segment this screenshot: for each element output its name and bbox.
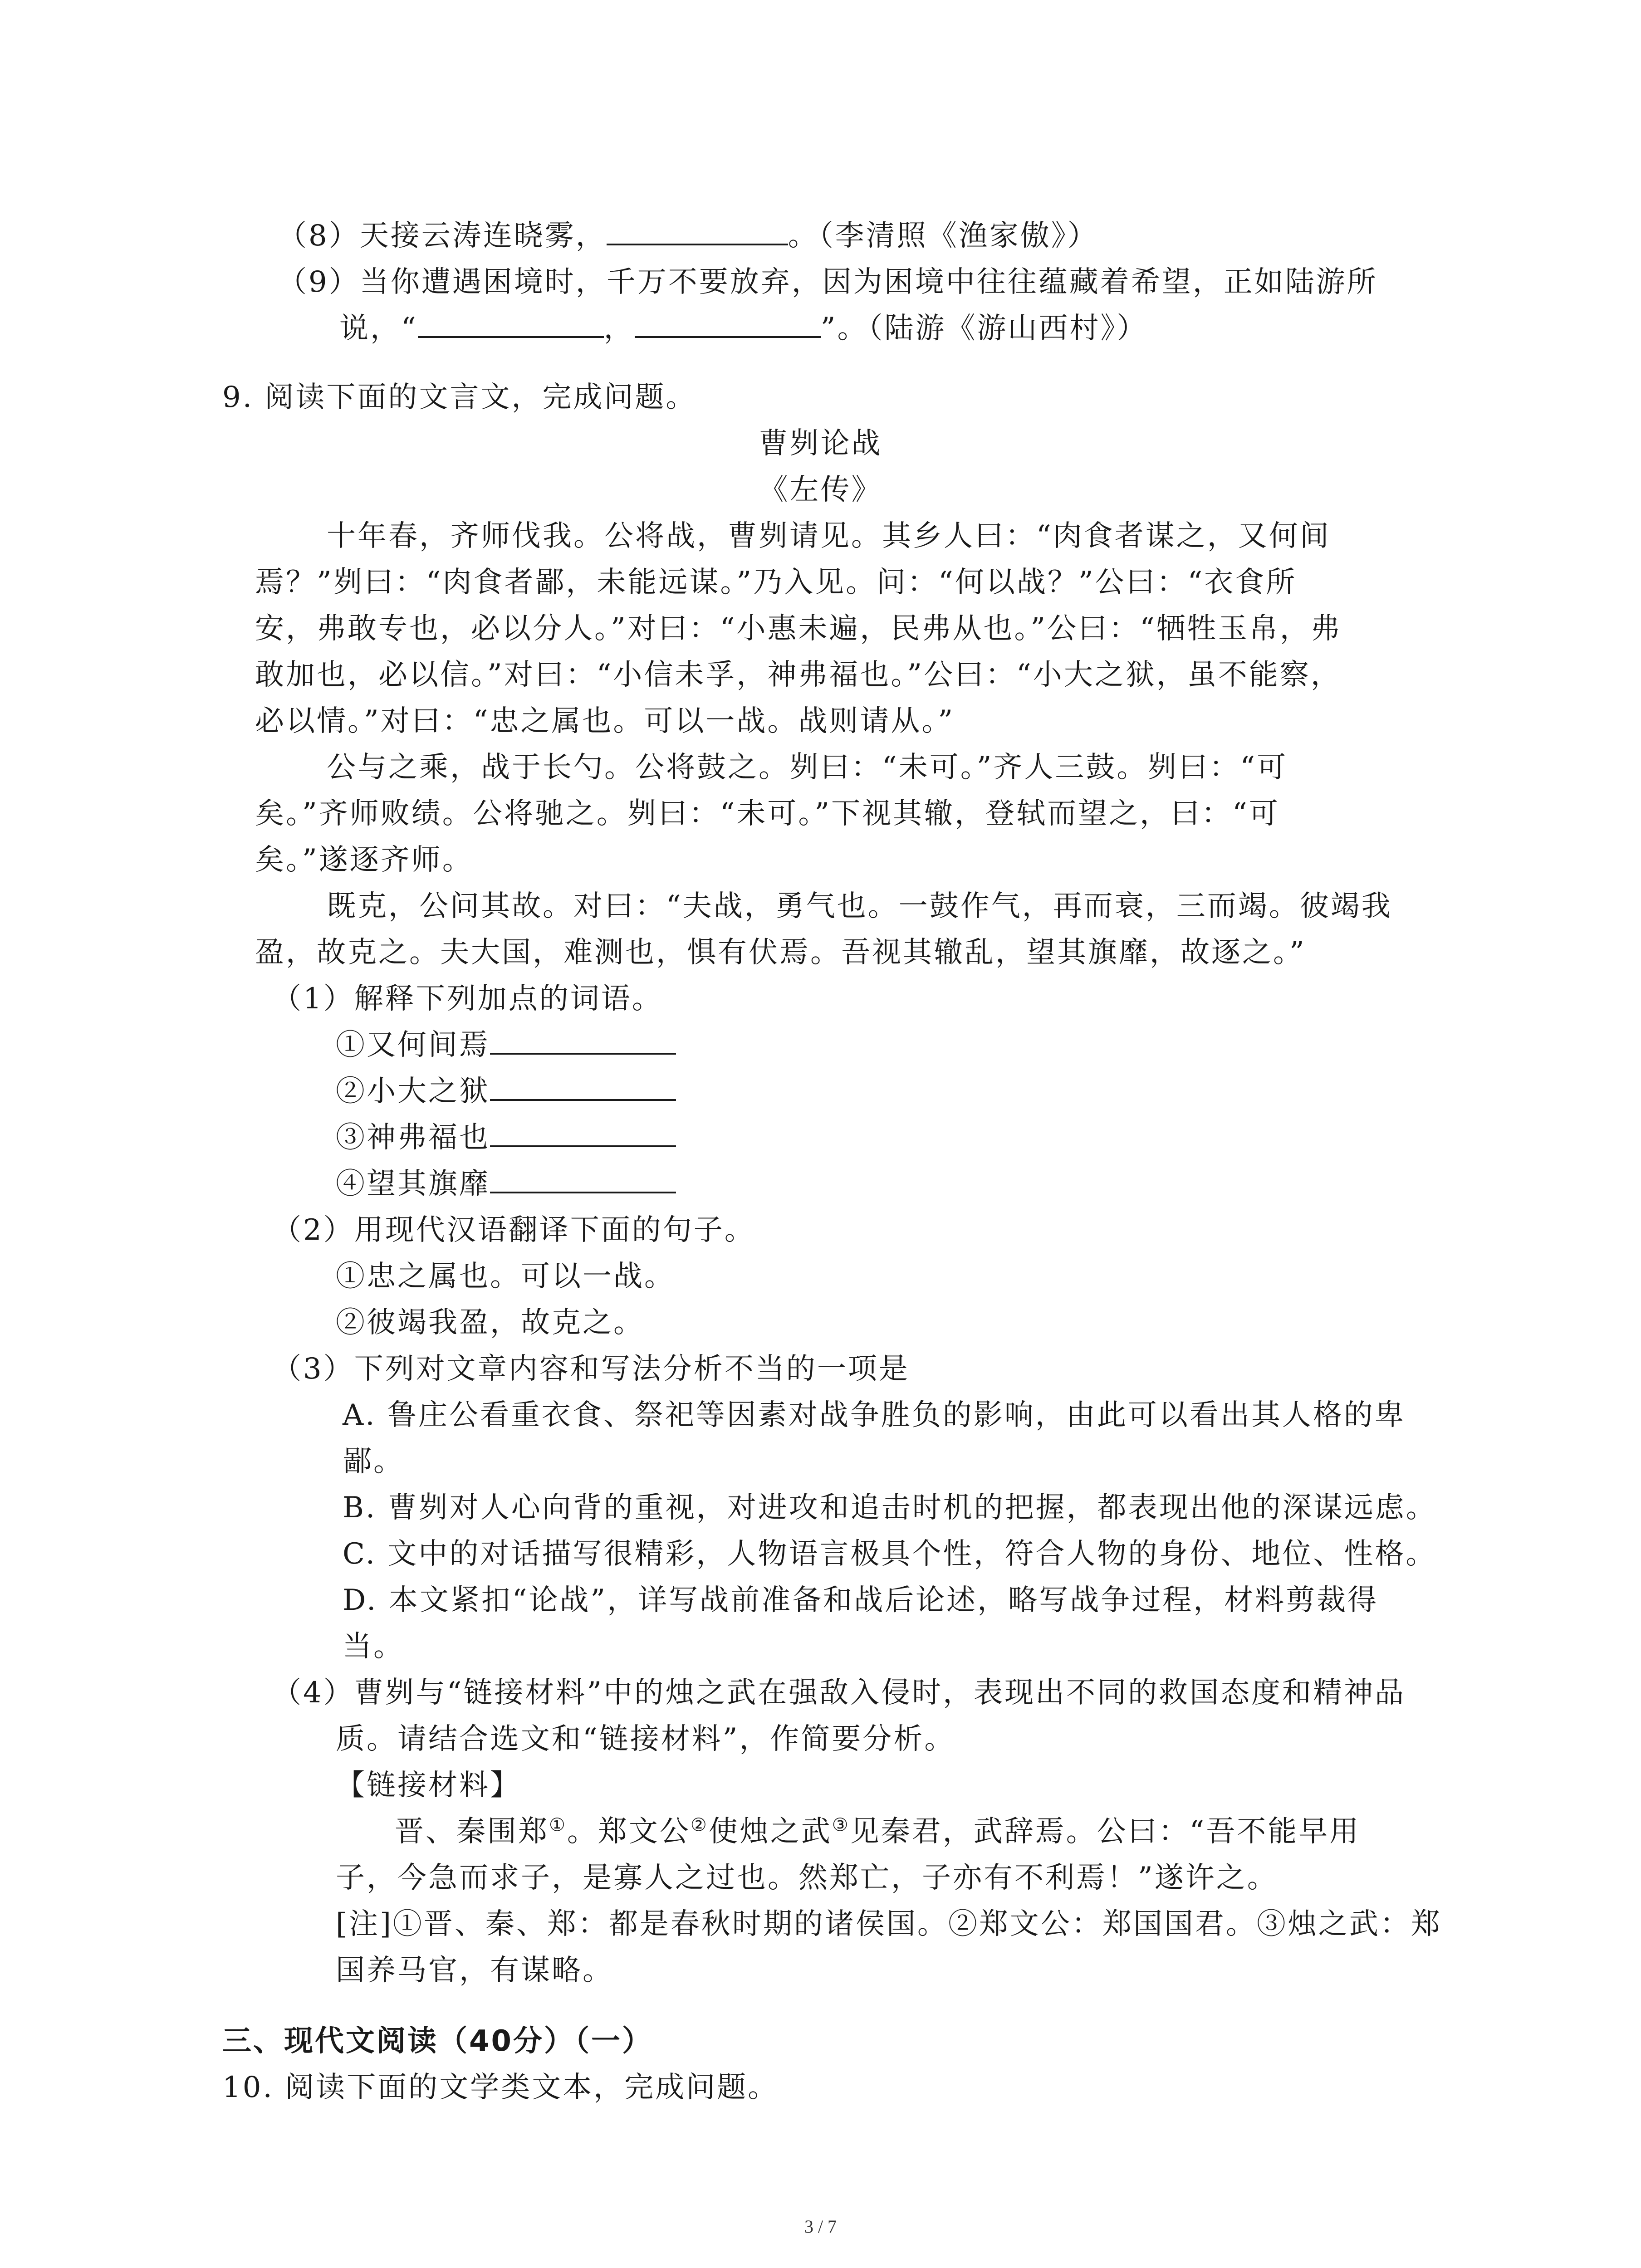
- option-c[interactable]: C. 文中的对话描写很精彩，人物语言极具个性，符合人物的身份、地位、性格。: [343, 1537, 1437, 1571]
- link-material-title: 【链接材料】: [336, 1769, 521, 1802]
- vocab-item-text: ②小大之狱: [336, 1075, 490, 1108]
- question-8-text: 天接云涛连晓雾，: [359, 219, 607, 253]
- section-heading: 三、现代文阅读（40分）（一）: [222, 2024, 653, 2058]
- passage-source: 《左传》: [759, 473, 882, 507]
- answer-blank[interactable]: [607, 214, 788, 245]
- question-8-source: 。（李清照《渔家傲》）: [788, 219, 1098, 253]
- vocab-item-text: ④望其旗靡: [336, 1167, 490, 1201]
- vocab-item: [336, 1115, 676, 1160]
- passage-title: 曹刿论战: [759, 427, 882, 460]
- option-a-cont: 鄙。: [343, 1445, 404, 1478]
- vocab-item-text: ①又何间焉: [336, 1028, 490, 1062]
- footnote-ref: ②: [690, 1814, 709, 1836]
- passage-line: 盈，故克之。夫大国，难测也，惧有伏焉。吾视其辙乱，望其旗靡，故逐之。”: [255, 936, 1306, 969]
- link-text: 使烛之武: [708, 1815, 832, 1848]
- link-material-line1: [395, 1809, 1360, 1854]
- passage-line: 敢加也，必以信。”对曰：“小信未孚，神弗福也。”公曰：“小大之狱，虽不能察，: [255, 658, 1342, 692]
- link-note-line1: [注]①晋、秦、郑：都是春秋时期的诸侯国。②郑文公：郑国国君。③烛之武：郑: [336, 1907, 1442, 1941]
- vocab-item: [336, 1022, 676, 1068]
- answer-blank[interactable]: [418, 306, 604, 338]
- passage-line: 公与之乘，战于长勺。公将鼓之。刿曰：“未可。”齐人三鼓。刿曰：“可: [327, 751, 1288, 784]
- question-9-line2: [339, 306, 1147, 351]
- passage-line: 必以情。”对曰：“忠之属也。可以一战。战则请从。”: [255, 704, 955, 738]
- vocab-item: [336, 1069, 676, 1114]
- sub-question-2: （2）用现代汉语翻译下面的句子。: [272, 1213, 755, 1247]
- question-9-text: 当你遭遇困境时，千万不要放弃，因为困境中往往蕴藏着希望，正如陆游所: [359, 265, 1378, 299]
- question-9-number: （9）: [278, 265, 360, 299]
- question-10-heading: 10. 阅读下面的文学类文本，完成问题。: [222, 2071, 779, 2104]
- question-9-heading: 9. 阅读下面的文言文，完成问题。: [222, 381, 697, 414]
- sub-question-1: （1）解释下列加点的词语。: [272, 982, 663, 1016]
- answer-blank[interactable]: [490, 1069, 676, 1101]
- passage-line: 矣。”遂逐齐师。: [255, 843, 473, 877]
- translate-item: ②彼竭我盈，故克之。: [336, 1306, 644, 1339]
- passage-line: 既克，公问其故。对曰：“夫战，勇气也。一鼓作气，再而衰，三而竭。彼竭我: [327, 890, 1392, 923]
- answer-blank[interactable]: [490, 1023, 676, 1055]
- option-d-cont: 当。: [343, 1630, 404, 1663]
- link-text: 。郑文公: [567, 1815, 691, 1848]
- footnote-ref: ③: [832, 1814, 850, 1836]
- link-text: 晋、秦围郑: [395, 1815, 549, 1848]
- answer-blank[interactable]: [490, 1162, 676, 1193]
- question-9-text-a: 说，“: [339, 312, 418, 345]
- answer-blank[interactable]: [635, 306, 821, 338]
- passage-line: 十年春，齐师伐我。公将战，曹刿请见。其乡人曰：“肉食者谋之，又何间: [327, 519, 1331, 553]
- sub-question-3: （3）下列对文章内容和写法分析不当的一项是: [272, 1352, 910, 1386]
- vocab-item: [336, 1161, 676, 1207]
- option-a[interactable]: A. 鲁庄公看重衣食、祭祀等因素对战争胜负的影响，由此可以看出其人格的卑: [343, 1398, 1406, 1432]
- translate-item: ①忠之属也。可以一战。: [336, 1260, 675, 1293]
- option-d[interactable]: D. 本文紧扣“论战”，详写战前准备和战后论述，略写战争过程，材料剪裁得: [343, 1584, 1379, 1617]
- link-text: 见秦君，武辞焉。公曰：“吾不能早用: [850, 1815, 1361, 1848]
- sub-question-4: （4）曹刿与“链接材料”中的烛之武在强敌入侵时，表现出不同的救国态度和精神品: [272, 1676, 1406, 1710]
- footnote-ref: ①: [549, 1814, 567, 1836]
- passage-line: 焉？”刿曰：“肉食者鄙，未能远谋。”乃入见。问：“何以战？”公曰：“衣食所: [255, 566, 1297, 599]
- question-9-text-b: ，: [603, 312, 635, 345]
- sub-question-4-cont: 质。请结合选文和“链接材料”，作简要分析。: [336, 1722, 955, 1756]
- passage-line: 安，弗敢专也，必以分人。”对曰：“小惠未遍，民弗从也。”公曰：“牺牲玉帛，弗: [255, 612, 1342, 645]
- answer-blank[interactable]: [490, 1115, 676, 1147]
- question-9-line1: [278, 259, 1378, 305]
- link-note-line2: 国养马官，有谋略。: [336, 1954, 613, 1987]
- vocab-item-text: ③神弗福也: [336, 1121, 490, 1154]
- option-b[interactable]: B. 曹刿对人心向背的重视，对进攻和追击时机的把握，都表现出他的深谋远虑。: [343, 1491, 1437, 1525]
- link-material-line2: 子，今急而求子，是寡人之过也。然郑亡，子亦有不利焉！”遂许之。: [336, 1861, 1278, 1895]
- passage-line: 矣。”齐师败绩。公将驰之。刿曰：“未可。”下视其辙，登轼而望之，曰：“可: [255, 797, 1280, 831]
- question-8: [278, 213, 1098, 259]
- question-8-number: （8）: [278, 219, 360, 253]
- question-9-source: ”。（陆游《游山西村》）: [820, 312, 1148, 345]
- page-number: 3 / 7: [804, 2216, 837, 2237]
